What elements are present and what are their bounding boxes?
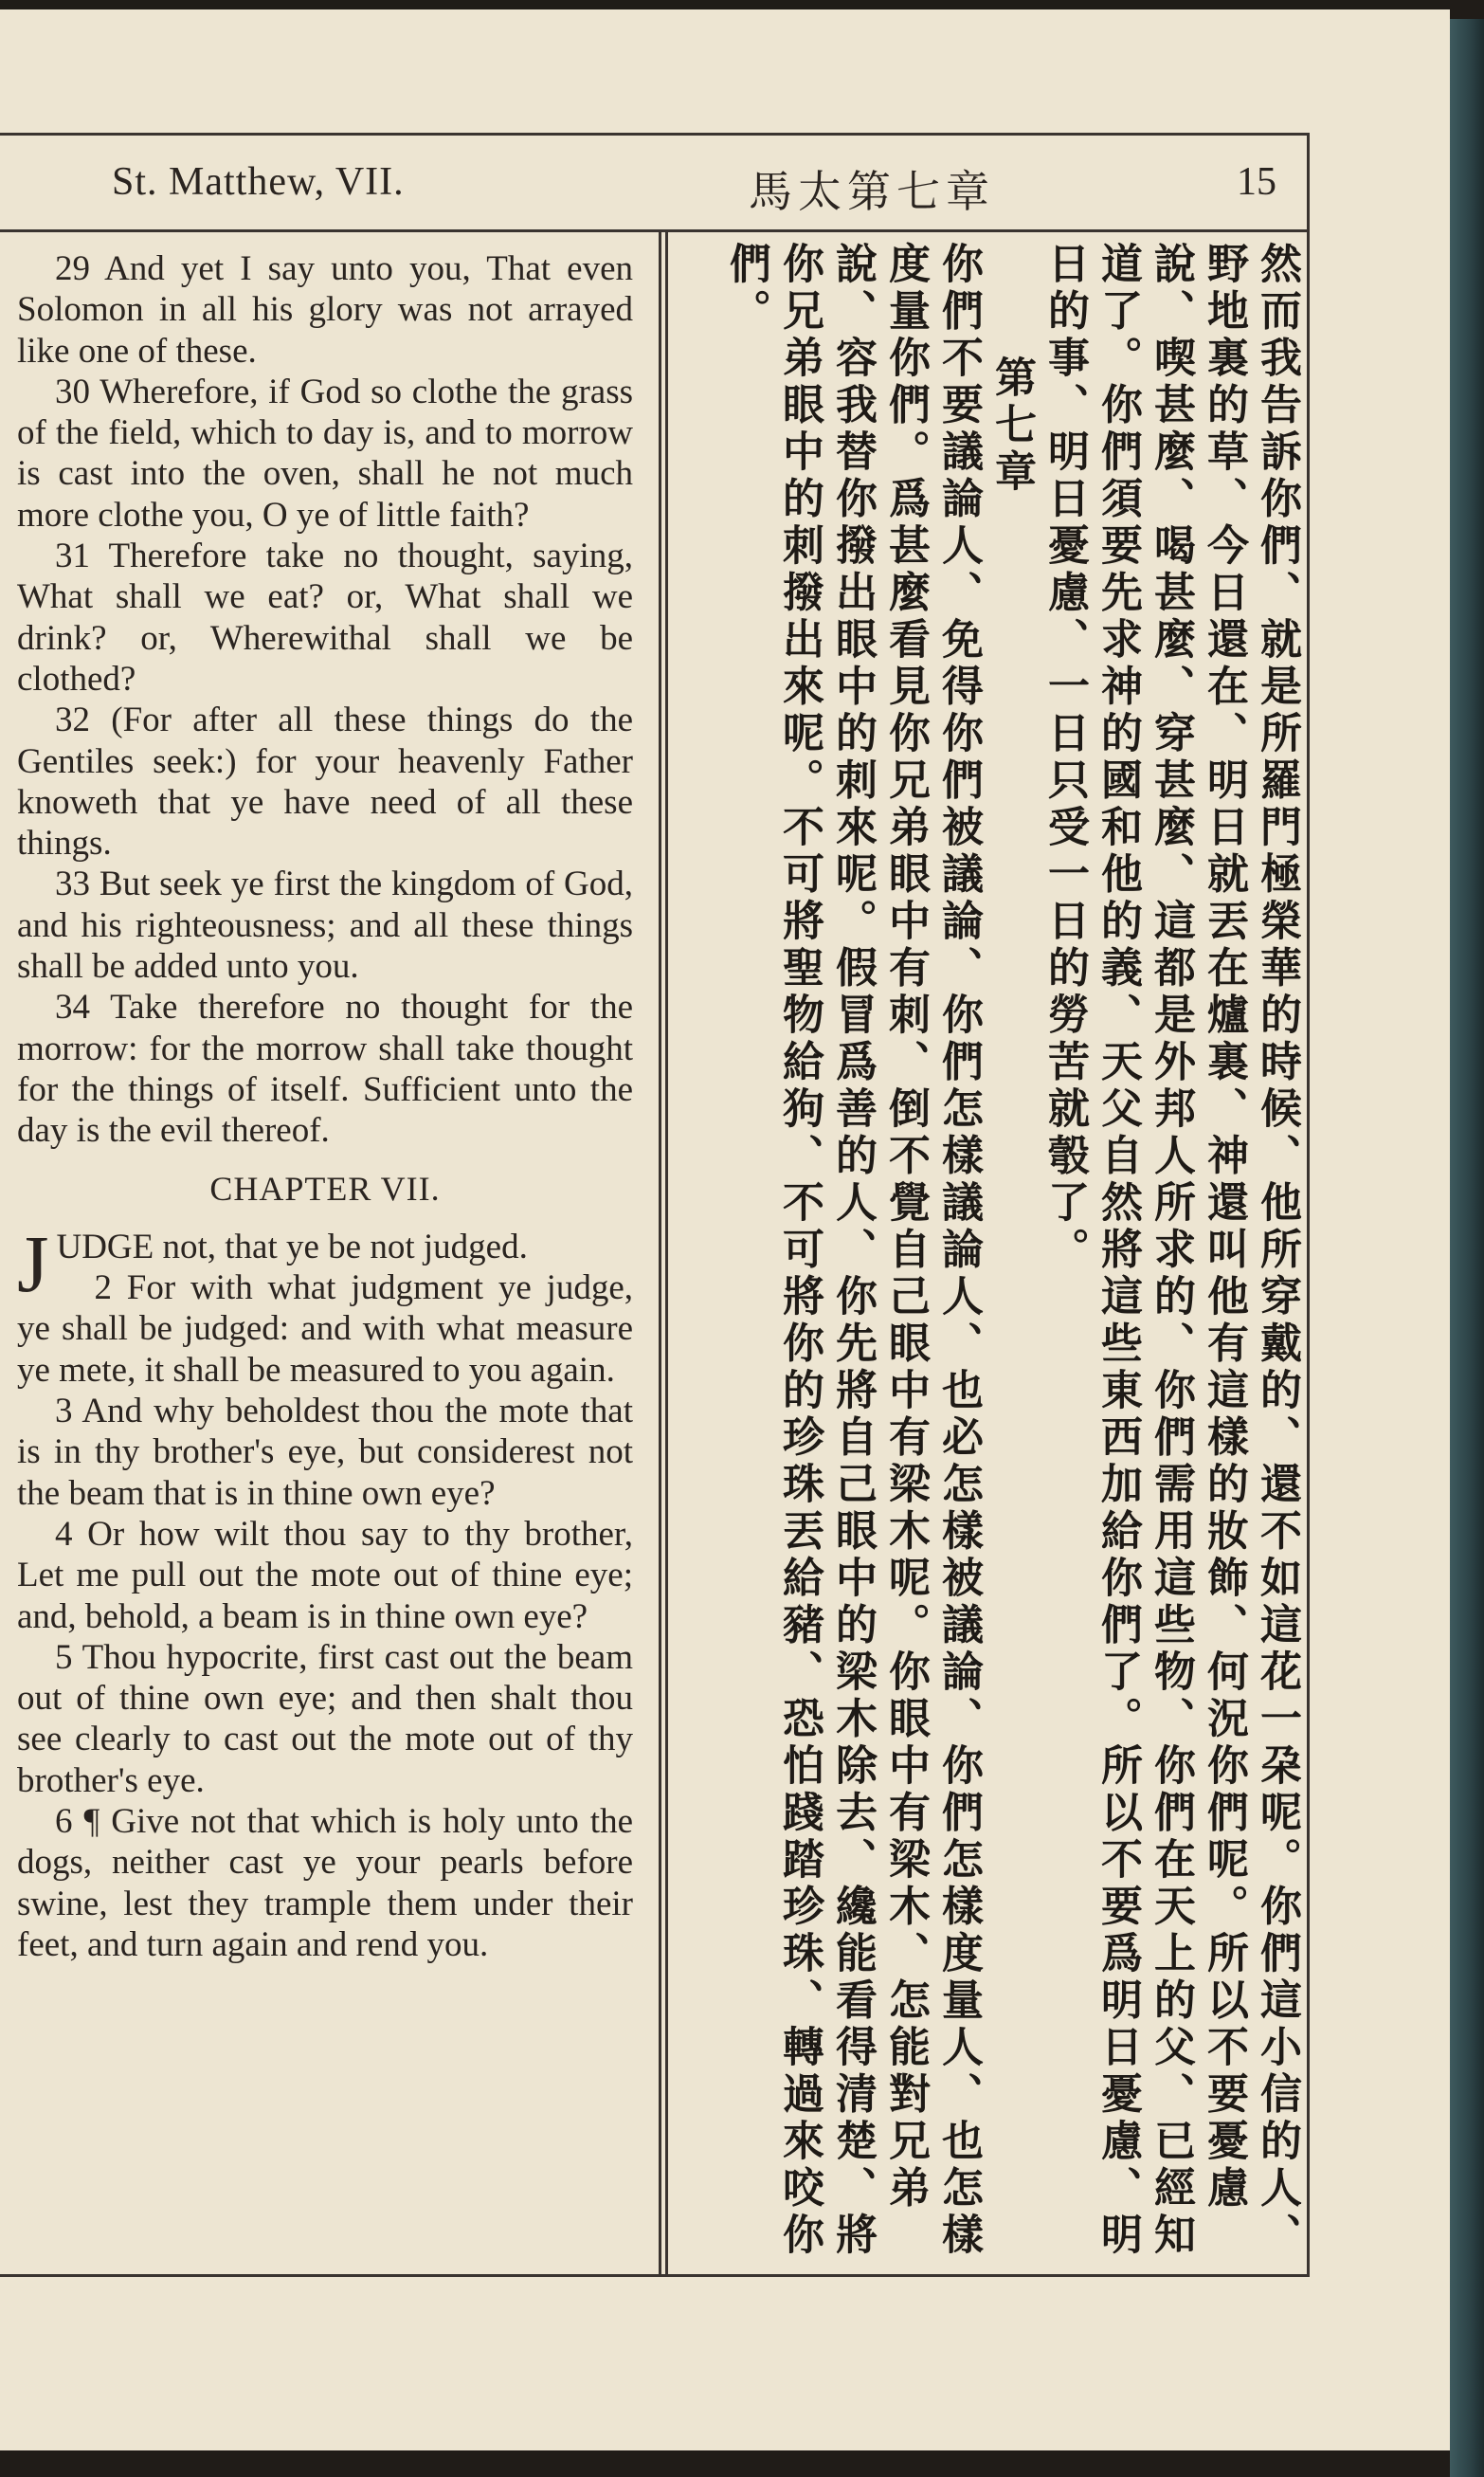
running-title-chinese: 馬太第七章 [749,166,995,217]
verse: 4 Or how wilt thou say to thy brother, Let me pull out the mote out of thine eye; and, behold, a beam is in thine own eye? [17,1514,633,1636]
verse: 32 (For after all these things do the Gentiles seek:) for your heavenly Father knoweth that ye have need of all these things. [17,701,633,864]
chinese-passage: 然而我告訴你們、就是所羅門極榮華的時候、他所穿戴的、還不如這花一朶呢。你們這小信的人、野地裏的草、今日還在、明日就丟在爐裏、神還叫他有這樣的妝飾、何況你們呢。所以不要憂慮說、喫甚麼、喝甚麼、穿甚麼、這都是外邦人所求的、你們需用這些物、你們在天上的父、已經知道了。你們須要先求神的國和他的義、天父自然將這些東西加給你們了。所以不要爲明日憂慮、明日的事、明日憂慮、一日只受一日的勞苦就彀了。 [1041,242,1301,2260]
verse-first [17,1217,633,1309]
verse: 29 And yet I say unto you, That even Solomon in all his glory was not arrayed like one of these. [17,249,633,371]
column-divider [659,232,668,2277]
drop-cap: J [17,1217,49,1309]
chinese-column [678,242,1303,2270]
running-header [0,133,1310,232]
verse: 31 Therefore take no thought, saying, What shall we eat? or, What shall we drink? or, Wherewithal shall we be clothed? [17,537,633,699]
verse: 33 But seek ye first the kingdom of God, and his righteousness; and all these things shall be added unto you. [17,865,633,987]
verse: 2 For with what judgment ye judge, ye shall be judged: and with what measure ye mete, it shall be measured to you again. [17,1268,633,1390]
english-column [17,248,633,1965]
book-cover-edge [1450,19,1484,2477]
chapter-heading: CHAPTER VII. [209,1169,441,1208]
verse: 5 Thou hypocrite, first cast out the beam out of thine own eye; and then shalt thou see clearly to cast out the mote out of thy brother's eye. [17,1637,633,1800]
page-number: 15 [1237,160,1276,204]
verse: 34 Take therefore no thought for the morrow: for the morrow shall take thought for the things of itself. Sufficient unto the day is the evil thereof. [17,988,633,1151]
verse: 3 And why beholdest thou the mote that is in thy brother's eye, but considerest not the beam that is in thine own eye? [17,1392,633,1513]
verse: 30 Wherefore, if God so clothe the grass of the field, which to day is, and to morrow is cast into the oven, shall he not much more clothe you, O ye of little faith? [17,372,633,535]
verse: 6 ¶ Give not that which is holy unto the dogs, neither cast ye your pearls before swine, lest they trample them under their feet, and turn again and rend you. [17,1801,633,1964]
verse-first-text: UDGE not, that ye be not judged. [56,1227,528,1266]
chinese-chapter-label: 第七章 [987,355,1036,497]
chinese-passage: 你們不要議論人、免得你們被議論、你們怎樣議論人、也必怎樣被議論、你們怎樣度量人、也怎樣度量你們。爲甚麼看見你兄弟眼中有刺、倒不覺自己眼中有梁木呢。你眼中有梁木、怎能對兄弟說、容我替你撥出眼中的刺來呢。假冒爲善的人、你先將自己眼中的梁木除去、纔能看得清楚、將你兄弟眼中的刺撥出來呢。不可將聖物給狗、不可將你的珍珠丟給豬、恐怕踐踏珍珠、轉過來咬你們。 [722,242,983,2260]
running-title-english: St. Matthew, VII. [112,160,405,204]
